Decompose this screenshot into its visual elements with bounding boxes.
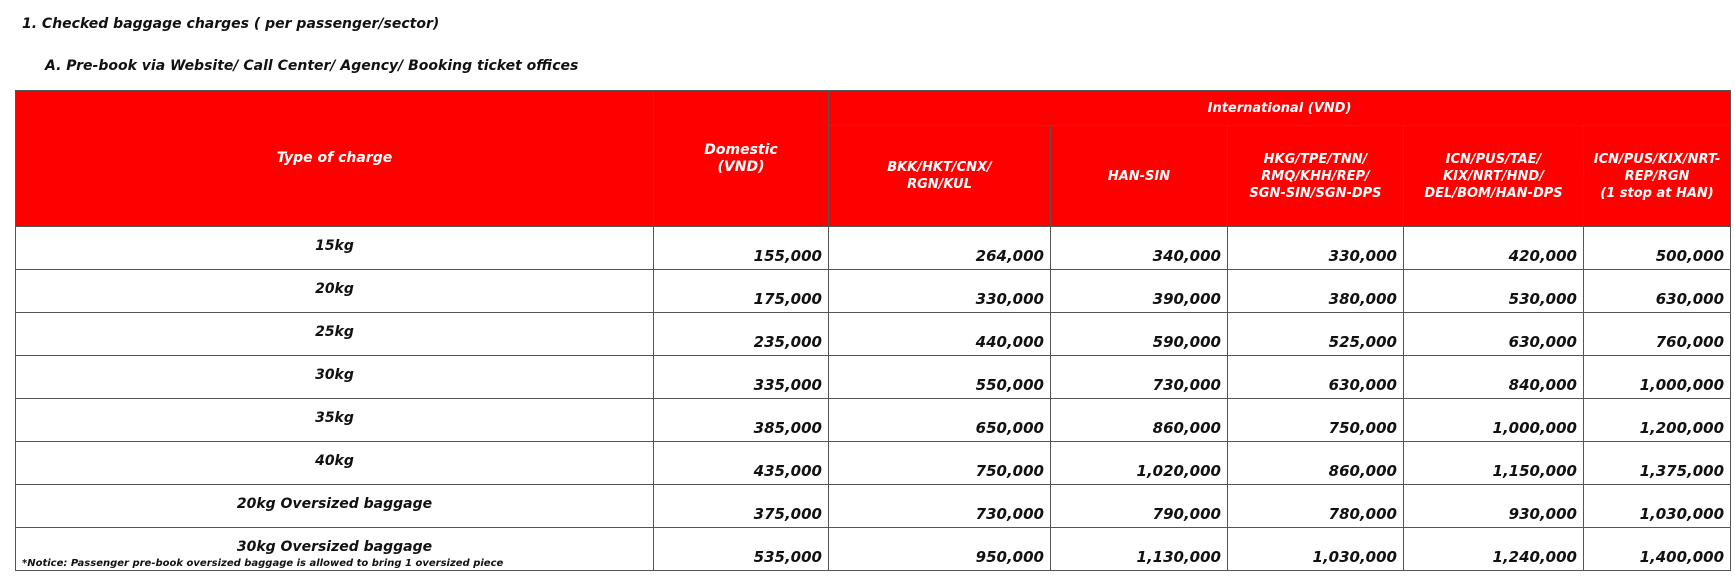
price-cell: 1,130,000 — [1051, 528, 1228, 571]
price-cell: 375,000 — [654, 485, 829, 528]
route-line: ICN/PUS/TAE/ — [1445, 151, 1542, 167]
price-cell: 760,000 — [1584, 313, 1731, 356]
header-route-5 — [1584, 126, 1731, 227]
header-route-4 — [1404, 126, 1584, 227]
price-cell: 730,000 — [1051, 356, 1228, 399]
row-label: 40kg — [16, 442, 654, 485]
price-cell: 1,240,000 — [1404, 528, 1584, 571]
price-cell: 1,020,000 — [1051, 442, 1228, 485]
price-cell: 1,200,000 — [1584, 399, 1731, 442]
route-line: SGN-SIN/SGN-DPS — [1249, 185, 1382, 201]
route-line: ICN/PUS/KIX/NRT- — [1593, 151, 1721, 167]
table-row — [16, 399, 1731, 442]
row-label: 30kg — [16, 356, 654, 399]
price-cell: 650,000 — [829, 399, 1051, 442]
route-line: HAN-SIN — [1107, 168, 1171, 184]
price-cell: 530,000 — [1404, 270, 1584, 313]
page-title: 1. Checked baggage charges ( per passenger/sector) — [22, 16, 440, 32]
price-cell: 730,000 — [829, 485, 1051, 528]
table-row — [16, 356, 1731, 399]
price-cell: 590,000 — [1051, 313, 1228, 356]
price-cell: 235,000 — [654, 313, 829, 356]
section-subtitle: A. Pre-book via Website/ Call Center/ Agency/ Booking ticket offices — [45, 58, 579, 74]
route-line: KIX/NRT/HND/ — [1443, 168, 1544, 184]
price-cell: 1,375,000 — [1584, 442, 1731, 485]
price-cell: 750,000 — [1228, 399, 1404, 442]
header-type-of-charge: Type of charge — [16, 91, 654, 227]
price-cell: 525,000 — [1228, 313, 1404, 356]
table-row — [16, 442, 1731, 485]
price-cell: 264,000 — [829, 227, 1051, 270]
header-row-top — [16, 91, 1731, 126]
price-cell: 330,000 — [829, 270, 1051, 313]
table-row — [16, 313, 1731, 356]
route-line: RMQ/KHH/REP/ — [1261, 168, 1370, 184]
price-cell: 860,000 — [1051, 399, 1228, 442]
price-cell: 630,000 — [1404, 313, 1584, 356]
price-cell: 630,000 — [1584, 270, 1731, 313]
price-cell: 435,000 — [654, 442, 829, 485]
price-cell: 930,000 — [1404, 485, 1584, 528]
price-cell: 340,000 — [1051, 227, 1228, 270]
row-label: 30kg Oversized baggage — [16, 528, 654, 571]
route-line: REP/RGN — [1624, 168, 1690, 184]
row-label: 25kg — [16, 313, 654, 356]
row-label: 35kg — [16, 399, 654, 442]
price-cell: 1,400,000 — [1584, 528, 1731, 571]
price-cell: 420,000 — [1404, 227, 1584, 270]
price-cell: 330,000 — [1228, 227, 1404, 270]
header-route-3 — [1228, 126, 1404, 227]
route-line: (1 stop at HAN) — [1600, 185, 1714, 201]
price-cell: 535,000 — [654, 528, 829, 571]
row-label: 20kg — [16, 270, 654, 313]
header-route-2 — [1051, 126, 1228, 227]
header-international: International (VND) — [829, 91, 1731, 126]
price-cell: 155,000 — [654, 227, 829, 270]
header-domestic-line: Domestic — [704, 141, 778, 158]
baggage-charges-table — [15, 90, 1731, 571]
route-line: BKK/HKT/CNX/ — [887, 160, 992, 175]
row-label: 15kg — [16, 227, 654, 270]
row-label: 20kg Oversized baggage — [16, 485, 654, 528]
table-row — [16, 485, 1731, 528]
price-cell: 335,000 — [654, 356, 829, 399]
price-cell: 380,000 — [1228, 270, 1404, 313]
table-row — [16, 227, 1731, 270]
price-cell: 1,000,000 — [1404, 399, 1584, 442]
price-cell: 840,000 — [1404, 356, 1584, 399]
route-line: HKG/TPE/TNN/ — [1263, 151, 1368, 167]
price-cell: 550,000 — [829, 356, 1051, 399]
price-cell: 1,030,000 — [1228, 528, 1404, 571]
route-line: DEL/BOM/HAN-DPS — [1424, 185, 1563, 201]
price-cell: 175,000 — [654, 270, 829, 313]
price-cell: 385,000 — [654, 399, 829, 442]
price-cell: 950,000 — [829, 528, 1051, 571]
header-route-1 — [829, 126, 1051, 227]
price-cell: 1,150,000 — [1404, 442, 1584, 485]
price-cell: 1,030,000 — [1584, 485, 1731, 528]
header-domestic-line: (VND) — [717, 158, 765, 175]
price-cell: 390,000 — [1051, 270, 1228, 313]
price-cell: 440,000 — [829, 313, 1051, 356]
price-cell: 500,000 — [1584, 227, 1731, 270]
price-cell: 1,000,000 — [1584, 356, 1731, 399]
header-domestic — [654, 91, 829, 227]
route-line: RGN/KUL — [907, 177, 972, 192]
price-cell: 780,000 — [1228, 485, 1404, 528]
table-row — [16, 270, 1731, 313]
notice-text: *Notice: Passenger pre-book oversized baggage is allowed to bring 1 oversized piece — [22, 558, 504, 569]
price-cell: 750,000 — [829, 442, 1051, 485]
price-cell: 790,000 — [1051, 485, 1228, 528]
price-cell: 860,000 — [1228, 442, 1404, 485]
price-cell: 630,000 — [1228, 356, 1404, 399]
